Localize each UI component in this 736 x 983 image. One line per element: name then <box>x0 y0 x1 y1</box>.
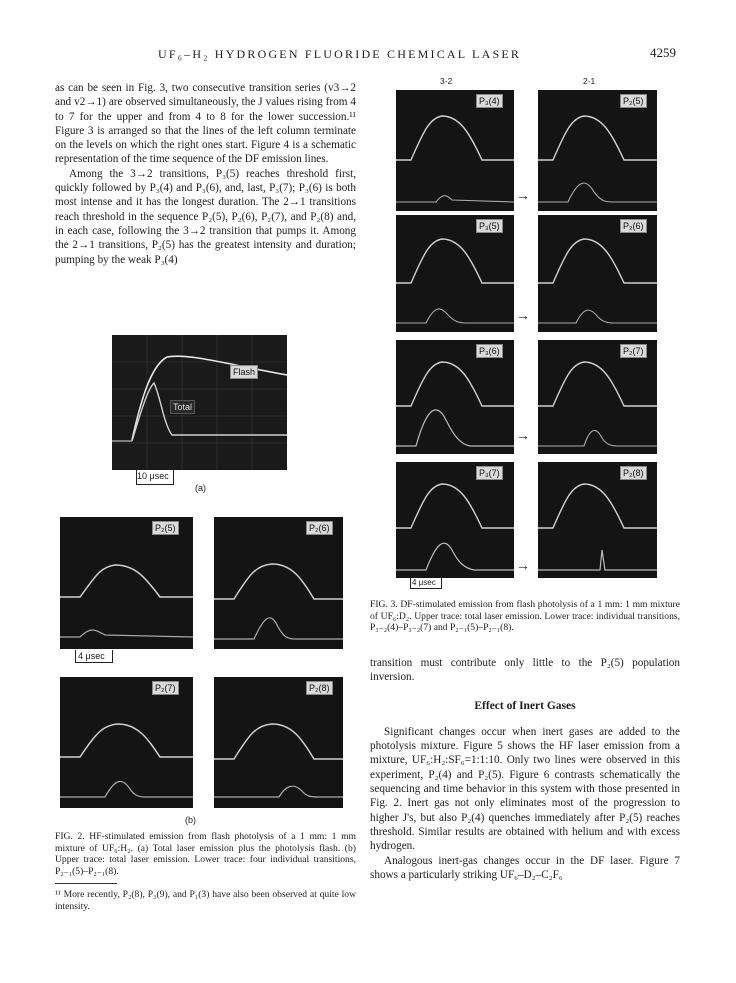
figure-3-panel-left-2 <box>396 215 514 332</box>
page-number: 4259 <box>650 45 676 60</box>
trace-label: P₃(6) <box>476 344 503 358</box>
figure-3-panel-left-4 <box>396 462 514 578</box>
arrow-icon: → <box>516 309 530 324</box>
trace-label: P₂(6) <box>620 219 647 233</box>
column-header-2-1: 2-1 <box>583 76 596 86</box>
scale-label: 10 μsec <box>137 471 169 481</box>
arrow-icon: → <box>516 429 530 444</box>
paragraph: Analogous inert-gas changes occur in the DF laser. Figure 7 shows a particularly striking UF₆–D₂–C₂F₆ <box>370 854 680 881</box>
panel-a-sublabel: (a) <box>195 483 206 493</box>
trace-label: P₂(5) <box>620 94 647 108</box>
trace-label: P₂(7) <box>620 344 647 358</box>
trace-label: P₂(8) <box>620 466 647 480</box>
panel-b-sublabel: (b) <box>185 815 196 825</box>
paragraph: Among the 3→2 transitions, P₃(5) reaches threshold first, quickly followed by P₃(4) and P₃(6), and, last, P₃(7); P₃(6) is both most intense and it has the longest duration. The 2→1 transitions reach threshold in the sequence P₂(5), P₂(6), P₂(7), and P₂(8) and, in each case, following the 3→2 transition that pumps it. Among the 2→1 transitions, P₂(5) has the greatest intensity and duration; pumping by the weak P₃(4) <box>55 167 356 266</box>
arrow-icon: → <box>516 189 530 204</box>
trace-label: P₂(6) <box>306 521 333 535</box>
trace-label: P₃(7) <box>476 466 503 480</box>
figure-3-panel-right-1 <box>538 90 657 211</box>
total-label: Total <box>170 400 195 414</box>
column-header-3-2: 3-2 <box>440 76 453 86</box>
trace-label: P₃(4) <box>476 94 503 108</box>
section-heading: Effect of Inert Gases <box>474 699 576 712</box>
figure-2-caption: FIG. 2. HF-stimulated emission from flash photolysis of a 1 mm: 1 mm mixture of UF₆:H₂. (a) Total laser emission plus the photolysis flash. (b) Upper trace: total laser emission. Lower trace: four individual transitions, P₂₋₁(5)–P₂₋₁(8). <box>55 831 356 877</box>
paragraph: Significant changes occur when inert gases are added to the photolysis mixture. Figure 5 shows the HF laser emission from a mixture, UF₆:H₂:SF₆=1:1:10. Only two lines were observed in this experiment, P₂(4) and P₂(5). Figure 6 contrasts schematically the sequencing and time behavior in this system with those presented in Fig. 2. Inert gas not only eliminates most of the progression to higher J's, but also P₂(4) quenches immediately after P₂(5) reaches threshold. Similar results are obtained with helium and with excess hydrogen. <box>370 725 680 853</box>
figure-3-panel-right-2 <box>538 215 657 332</box>
trace-label: P₃(5) <box>476 219 503 233</box>
figure-2b-panel-p2-7 <box>60 677 193 808</box>
flash-label: Flash <box>230 365 258 379</box>
footnote-rule <box>55 883 117 884</box>
footnote: ¹¹ More recently, P₂(8), P₃(9), and P₁(3) have also been observed at quite low intensity. <box>55 889 356 912</box>
left-column-text <box>55 81 356 267</box>
trace-label: P₂(7) <box>152 681 179 695</box>
trace-label: P₂(8) <box>306 681 333 695</box>
arrow-icon: → <box>516 559 530 574</box>
figure-3-panel-left-1 <box>396 90 514 211</box>
paragraph: as can be seen in Fig. 3, two consecutive transition series (v3→2 and v2→1) are observed simultaneously, the J values rising from 4 to 7 for the upper and from 4 to 8 for the lower succession.¹¹ Figure 3 is arranged so that the lines of the left column terminate on the levels on which the right ones start. Figure 4 is a schematic representation of the time sequence of the DF emission lines. <box>55 82 356 166</box>
figure-3-panel-right-3 <box>538 340 657 454</box>
scale-label: 4 μsec <box>412 578 436 587</box>
figure-2a-oscillogram <box>112 335 287 470</box>
trace-label: P₂(5) <box>152 521 179 535</box>
figure-2b-panel-p2-8 <box>214 677 343 808</box>
running-head: UF₆–H₂ HYDROGEN FLUORIDE CHEMICAL LASER <box>158 47 522 61</box>
figure-3-panel-left-3 <box>396 340 514 454</box>
figure-2b-panel-p2-5 <box>60 517 193 649</box>
figure-3-caption: FIG. 3. DF-stimulated emission from flash photolysis of a 1 mm: 1 mm mixture of UF₆:D₂. Upper trace: total laser emission. Lower trace: individual transitions, P₃₋₂(4)–P₃₋₂(7) and P₂₋₁(5)–P₂₋₁(8). <box>370 599 680 633</box>
figure-3-panel-right-4 <box>538 462 657 578</box>
figure-2b-panel-p2-6 <box>214 517 343 649</box>
scale-label: 4 μsec <box>78 651 105 661</box>
paragraph: transition must contribute only little to the P₂(5) population inversion. <box>370 657 680 684</box>
right-column-text <box>370 656 680 882</box>
